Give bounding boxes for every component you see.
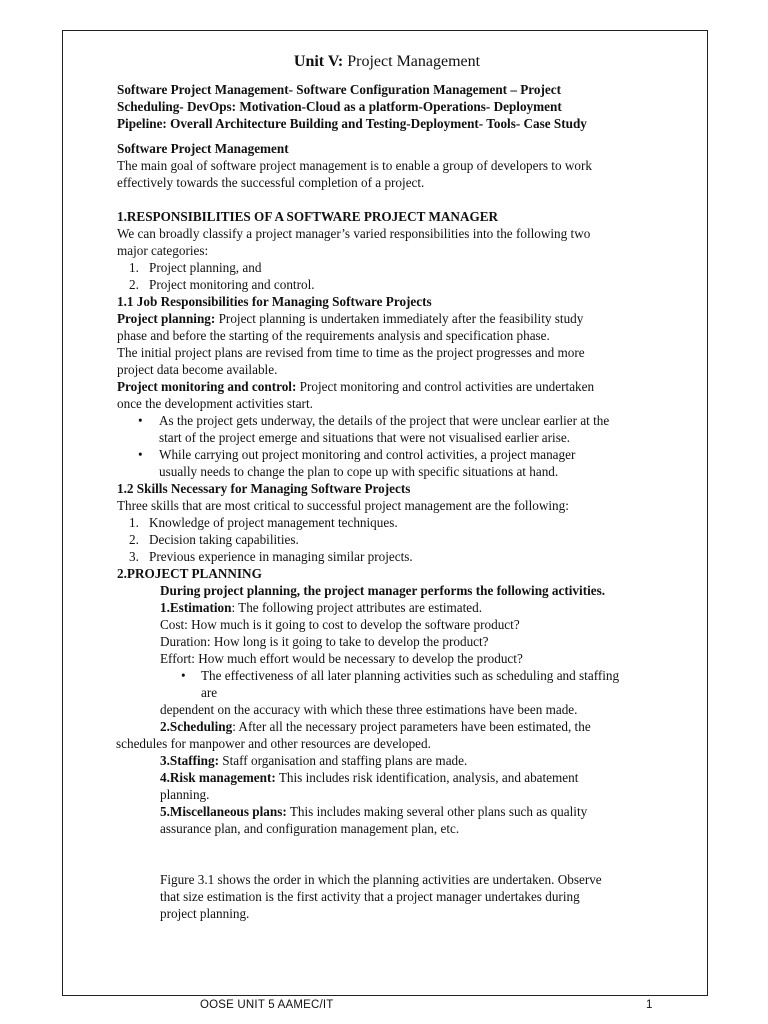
bullet-icon: • <box>181 668 186 683</box>
list-item: • As the project gets underway, the details of the project that were unclear earlier at the <box>138 413 610 428</box>
syllabus-line-1: Software Project Management- Software Configuration Management – Project <box>117 82 561 97</box>
section-1-heading: 1.RESPONSIBILITIES OF A SOFTWARE PROJECT MANAGER <box>117 209 499 224</box>
section-1-1-heading: 1.1 Job Responsibilities for Managing Software Projects <box>117 294 432 309</box>
scheduling-line-2: schedules for manpower and other resources are developed. <box>116 736 431 751</box>
list-item: 2. Decision taking capabilities. <box>129 532 299 547</box>
duration-line: Duration: How long is it going to take to develop the product? <box>160 634 489 649</box>
revise-text-1: The initial project plans are revised from time to time as the project progresses and more <box>117 345 585 360</box>
misc-line: 5.Miscellaneous plans: This includes making several other plans such as quality <box>160 804 588 819</box>
list-item: 1. Project planning, and <box>129 260 262 275</box>
staffing-line: 3.Staffing: Staff organisation and staffing plans are made. <box>160 753 468 768</box>
spm-text-1: The main goal of software project management is to enable a group of developers to work <box>117 158 592 173</box>
footer-text: OOSE UNIT 5 AAMEC/IT <box>200 999 334 1011</box>
revise-text-2: project data become available. <box>117 362 278 377</box>
list-item: 3. Previous experience in managing similar projects. <box>129 549 413 564</box>
section-1-2-heading: 1.2 Skills Necessary for Managing Software Projects <box>117 481 411 496</box>
section-1-intro-1: We can broadly classify a project manager’s varied responsibilities into the following two <box>117 226 591 241</box>
syllabus-line-2: Scheduling- DevOps: Motivation-Cloud as a platform-Operations- Deployment <box>117 99 562 114</box>
monitoring-para-2: once the development activities start. <box>117 396 313 411</box>
spm-text-2: effectively towards the successful completion of a project. <box>117 175 425 190</box>
list-item: 2. Project monitoring and control. <box>129 277 315 292</box>
syllabus-line-3: Pipeline: Overall Architecture Building and Testing-Deployment- Tools- Case Study <box>117 116 587 131</box>
page-number: 1 <box>646 999 653 1011</box>
list-item: • While carrying out project monitoring and control activities, a project manager <box>138 447 576 462</box>
risk-line: 4.Risk management: This includes risk identification, analysis, and abatement <box>160 770 579 785</box>
list-item: 1. Knowledge of project management techniques. <box>129 515 398 530</box>
section-2-heading: 2.PROJECT PLANNING <box>117 566 262 581</box>
bullet-icon: • <box>138 413 143 428</box>
list-item-cont: usually needs to change the plan to cope up with specific situations at hand. <box>159 464 559 479</box>
dependent-line: dependent on the accuracy with which these three estimations have been made. <box>160 702 578 717</box>
estimation-line: 1.Estimation: The following project attributes are estimated. <box>160 600 483 615</box>
section-1-2-intro: Three skills that are most critical to successful project management are the following: <box>117 498 569 513</box>
list-item-cont: are <box>201 685 218 700</box>
cost-line: Cost: How much is it going to cost to develop the software product? <box>160 617 520 632</box>
project-planning-para: Project planning: Project planning is undertaken immediately after the feasibility study <box>117 311 584 326</box>
page-title: Unit V: Project Management <box>293 53 481 70</box>
project-planning-para-2: phase and before the starting of the requirements analysis and specification phase. <box>117 328 550 343</box>
figure-text-2: that size estimation is the first activity that a project manager undertakes during <box>160 889 580 904</box>
scheduling-line: 2.Scheduling: After all the necessary project parameters have been estimated, the <box>160 719 591 734</box>
bullet-icon: • <box>138 447 143 462</box>
figure-text-3: project planning. <box>160 906 250 921</box>
section-1-intro-2: major categories: <box>117 243 209 258</box>
monitoring-para: Project monitoring and control: Project monitoring and control activities are undertaken <box>117 379 595 394</box>
spm-heading: Software Project Management <box>117 141 289 156</box>
risk-line-2: planning. <box>160 787 210 802</box>
misc-line-2: assurance plan, and configuration management plan, etc. <box>160 821 460 836</box>
document-body <box>117 52 657 922</box>
effort-line: Effort: How much effort would be necessary to develop the product? <box>160 651 523 666</box>
section-2-subheading: During project planning, the project manager performs the following activities. <box>160 583 606 598</box>
page-footer <box>0 996 768 1014</box>
figure-text-1: Figure 3.1 shows the order in which the planning activities are undertaken. Observe <box>160 872 602 887</box>
list-item: • The effectiveness of all later planning activities such as scheduling and staffing <box>181 668 620 683</box>
list-item-cont: start of the project emerge and situations that were not visualised earlier arise. <box>159 430 570 445</box>
